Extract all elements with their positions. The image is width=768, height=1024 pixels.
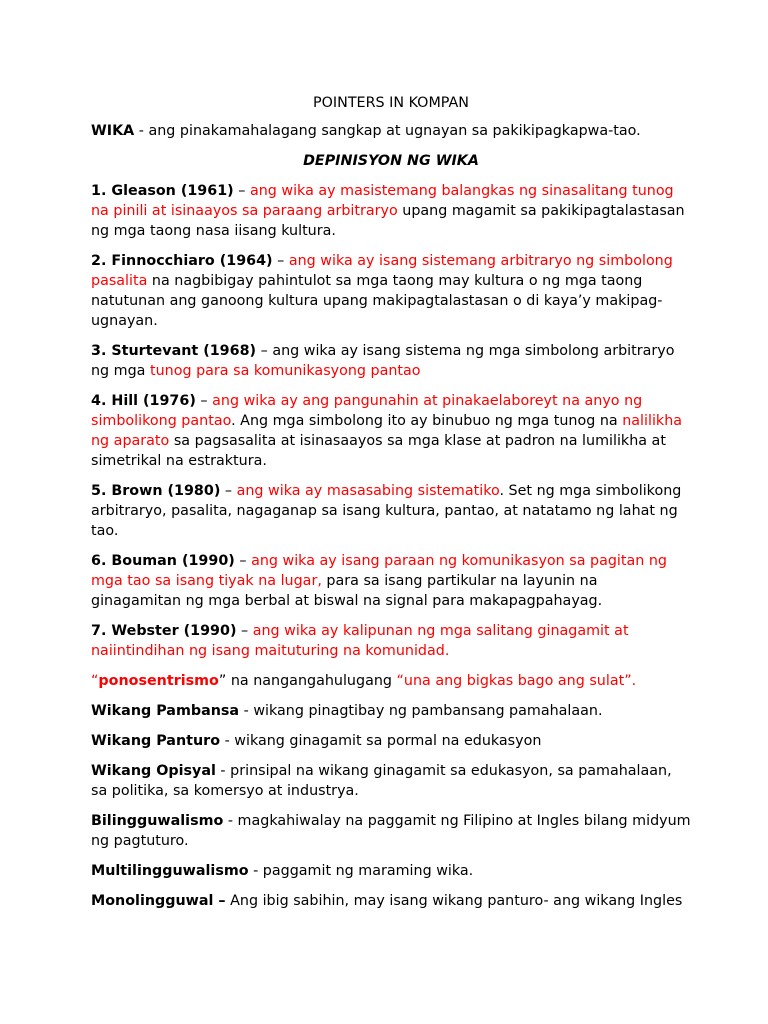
definition-text: . Set ng mga simbolikong arbitraryo, pasalita, nagaganap sa isang kultura, pantao, at natatamo ng lahat ng tao. bbox=[91, 483, 682, 539]
ponosentrismo-term: ponosentrismo bbox=[98, 673, 219, 689]
term-item bbox=[91, 891, 691, 911]
definition-text: . Ang mga simbolong ito ay binubuo ng mga tunog na bbox=[231, 413, 623, 429]
definition-separator: – bbox=[220, 483, 237, 499]
definition-item bbox=[91, 341, 691, 381]
definition-text: upang magamit sa pakikipagtalastasan ng mga taong nasa iisang kultura. bbox=[91, 203, 685, 239]
definition-item bbox=[91, 621, 691, 661]
definition-highlight: ang wika ay ang pangunahin at pinakaelaboreyt na anyo ng simbolikong pantao bbox=[91, 393, 643, 429]
definition-highlight: ang wika ay isang paraan ng komunikasyon sa pagitan ng mga tao sa isang tiyak na lugar, bbox=[91, 553, 668, 589]
definition-text: para sa isang partikular na layunin na ginagamitan ng mga berbal at biswal na signal para makapagpahayag. bbox=[91, 573, 603, 609]
term-label: Wikang Panturo bbox=[91, 733, 221, 749]
ponosentrismo-text: na nangangahulugang bbox=[226, 673, 397, 689]
definition-label: 4. Hill (1976) bbox=[91, 393, 196, 409]
definition-separator: – bbox=[233, 183, 250, 199]
term-label: Bilingguwalismo bbox=[91, 813, 224, 829]
term-label: Wikang Pambansa bbox=[91, 703, 240, 719]
definition-highlight: ang wika ay isang sistemang arbitraryo ng simbolong pasalita bbox=[91, 253, 673, 289]
definition-highlight: ang wika ay masasabing sistematiko bbox=[236, 483, 500, 499]
quote-open: “ bbox=[91, 673, 99, 689]
definition-item bbox=[91, 251, 691, 331]
term-item bbox=[91, 761, 691, 801]
term-item bbox=[91, 731, 691, 751]
term-text: Ang ibig sabihin, may isang wikang panturo- ang wikang Ingles bbox=[225, 893, 683, 909]
ponosentrismo-definition bbox=[91, 671, 691, 691]
definition-label: 5. Brown (1980) bbox=[91, 483, 221, 499]
wika-term: WIKA bbox=[91, 123, 135, 139]
term-item bbox=[91, 701, 691, 721]
term-label: Wikang Opisyal bbox=[91, 763, 216, 779]
quote-close: ” bbox=[218, 673, 227, 689]
definition-highlight: ang wika ay kalipunan ng mga salitang ginagamit at naiintindihan ng isang maituturing na komunidad. bbox=[91, 623, 629, 659]
document-page bbox=[91, 93, 691, 921]
definition-separator: – bbox=[272, 253, 289, 269]
ponosentrismo-meaning: “una ang bigkas bago ang sulat”. bbox=[396, 673, 637, 689]
definition-text: sa pagsasalita at isinasaayos sa mga klase at padron na lumilikha at simetrikal na estraktura. bbox=[91, 433, 666, 469]
definition-separator: – bbox=[195, 393, 213, 409]
section-heading: DEPINISYON NG WIKA bbox=[303, 153, 479, 169]
definition-label: 6. Bouman (1990) bbox=[91, 553, 235, 569]
definition-label: 3. Sturtevant (1968) bbox=[91, 343, 257, 359]
definition-item bbox=[91, 391, 691, 471]
definition-highlight-secondary: nalilikha ng aparato bbox=[91, 413, 683, 449]
wika-definition bbox=[91, 121, 691, 141]
definition-text: na nagbibigay pahintulot sa mga taong may kultura o ng mga taong natutunan ang ganoong kultura upang makipagtalastasan o di kaya’y makipag-ugnayan. bbox=[91, 273, 663, 329]
wika-text: - ang pinakamahalagang sangkap at ugnayan sa pakikipagkapwa-tao. bbox=[134, 123, 641, 139]
document-title: POINTERS IN KOMPAN bbox=[313, 95, 469, 111]
definition-label: 7. Webster (1990) bbox=[91, 623, 237, 639]
term-text: - paggamit ng maraming wika. bbox=[248, 863, 474, 879]
definition-item bbox=[91, 181, 691, 241]
definition-highlight: tunog para sa komunikasyong pantao bbox=[150, 363, 421, 379]
term-text: - prinsipal na wikang ginagamit sa edukasyon, sa pamahalaan, sa politika, sa komersyo at industrya. bbox=[91, 763, 672, 799]
definition-item bbox=[91, 551, 691, 611]
term-item bbox=[91, 861, 691, 881]
definition-separator: – bbox=[236, 623, 253, 639]
definition-item bbox=[91, 481, 691, 541]
term-text: - wikang ginagamit sa pormal na edukasyon bbox=[220, 733, 542, 749]
term-text: - wikang pinagtibay ng pambansang pamahalaan. bbox=[239, 703, 603, 719]
definition-text: – ang wika ay isang sistema ng mga simbolong arbitraryo ng mga bbox=[91, 343, 675, 379]
term-label: Monolingguwal – bbox=[91, 893, 226, 909]
definition-label: 1. Gleason (1961) bbox=[91, 183, 234, 199]
definition-label: 2. Finnocchiaro (1964) bbox=[91, 253, 273, 269]
term-item bbox=[91, 811, 691, 851]
term-text: - magkahiwalay na paggamit ng Filipino at Ingles bilang midyum ng pagtuturo. bbox=[91, 813, 691, 849]
definition-separator: – bbox=[234, 553, 252, 569]
definition-highlight: ang wika ay masistemang balangkas ng sinasalitang tunog na pinili at isinaayos sa paraang arbitraryo bbox=[91, 183, 674, 219]
term-label: Multilingguwalismo bbox=[91, 863, 249, 879]
